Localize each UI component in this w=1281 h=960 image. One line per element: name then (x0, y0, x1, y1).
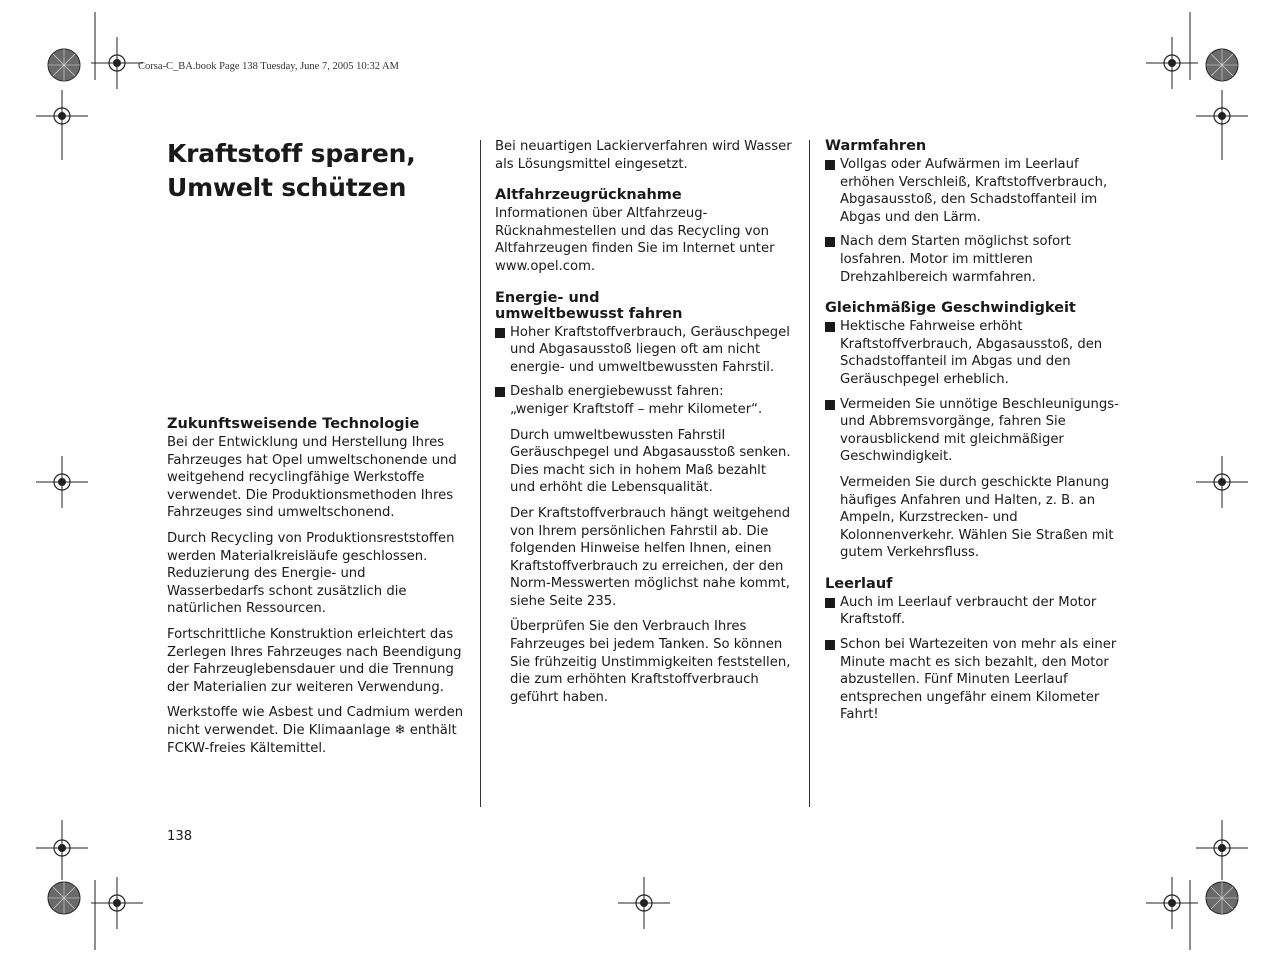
paragraph: Überprüfen Sie den Verbrauch Ihres Fahrzeuges bei jedem Tanken. So können Sie frühzeitig Unstimmigkeiten feststellen, die zum erhöhten Kraftstoffverbrauch geführt haben. (510, 619, 791, 705)
paragraph (167, 704, 467, 757)
square-bullet-icon (495, 328, 505, 338)
square-bullet-icon (825, 640, 835, 650)
square-bullet-icon (825, 400, 835, 410)
section-heading: Altfahrzeugrücknahme (495, 187, 682, 204)
paragraph: Durch umweltbewussten Fahrstil Geräuschpegel und Abgasausstoß senken. Dies macht sich in hohem Maß bezahlt und erhöht die Lebensqualität. (510, 427, 791, 496)
heading-line: Energie- und (495, 289, 600, 306)
print-slug: Corsa-C_BA.book Page 138 Tuesday, June 7, 2005 10:32 AM (138, 61, 399, 72)
paragraph-text: Werkstoffe wie Asbest und Cadmium werden nicht verwendet. Die Klimaanlage (167, 705, 464, 738)
section-heading: Zukunftsweisende Technologie (167, 416, 420, 432)
square-bullet-icon (825, 598, 835, 608)
list-item-text: Vollgas oder Aufwärmen im Leerlauf erhöhen Verschleiß, Kraftstoffverbrauch, Abgasausstoß, den Schadstoffanteil im Abgas und den Lärm. (840, 157, 1108, 225)
page-title (167, 137, 416, 205)
page-title-line: Umwelt schützen (167, 173, 407, 202)
heading-line: umweltbewusst fahren (495, 305, 683, 322)
paragraph: Informationen über Altfahrzeug-Rücknahmestellen und das Recycling von Altfahrzeugen finden Sie im Internet unter www.opel.com. (495, 206, 775, 274)
paragraph: Fortschrittliche Konstruktion erleichtert das Zerlegen Ihres Fahrzeuges nach Beendigung der Fahrzeuglebensdauer und die Trennung der Materialien zur weiteren Verwendung. (167, 626, 462, 695)
page-number: 138 (167, 829, 193, 844)
paragraph-text: enthält FCKW-freies Kältemittel. (167, 722, 457, 756)
list-item (825, 156, 1125, 226)
middle-column (495, 138, 795, 714)
list-item-text: Vermeiden Sie unnötige Beschleunigungs- und Abbremsvorgänge, fahren Sie vorausblickend mit gleichmäßiger Geschwindigkeit. (840, 396, 1119, 465)
column-divider (809, 140, 810, 807)
square-bullet-icon (825, 237, 835, 247)
paragraph: Bei der Entwicklung und Herstellung Ihres Fahrzeuges hat Opel umweltschonende und weitgehend recyclingfähige Werkstoffe verwendet. Die Produktionsmethoden Ihres Fahrzeuges sind umweltschonend. (167, 435, 457, 521)
list-item-text: Schon bei Wartezeiten von mehr als einer Minute macht es sich bezahlt, den Motor abzustellen. Fünf Minuten Leerlauf entsprechen ungefähr einem Kilometer Fahrt! (840, 637, 1117, 723)
list-item-text: Hektische Fahrweise erhöht Kraftstoffverbrauch, Abgasausstoß, den Schadstoffanteil im Abgas und den Geräuschpegel erheblich. (840, 319, 1103, 387)
paragraph: Der Kraftstoffverbrauch hängt weitgehend von Ihrem persönlichen Fahrstil ab. Die folgenden Hinweise helfen Ihnen, einen Kraftstoffverbrauch zu erreichen, der den Norm-Messwerten möglichst nahe kommt, siehe Seite 235. (510, 505, 791, 609)
list-item-text: Nach dem Starten möglichst sofort losfahren. Motor im mittleren Drehzahlbereich warmfahren. (840, 234, 1071, 285)
snowflake-icon: ❄ (394, 722, 406, 738)
section-heading: Leerlauf (825, 575, 893, 592)
list-item-text: Auch im Leerlauf verbraucht der Motor Kraftstoff. (840, 594, 1097, 628)
list-item (825, 396, 1125, 466)
paragraph: Bei neuartigen Lackierverfahren wird Wasser als Lösungsmittel eingesetzt. (495, 139, 792, 172)
column-divider (480, 140, 481, 807)
bullet-list (825, 318, 1125, 466)
list-item (825, 636, 1125, 724)
bullet-list (825, 594, 1125, 724)
list-item (825, 318, 1125, 388)
list-item-text: Deshalb energiebewusst fahren: (510, 384, 724, 400)
section-heading: Gleichmäßige Geschwindigkeit (825, 300, 1076, 317)
paragraph: Vermeiden Sie durch geschickte Planung häufiges Anfahren und Halten, z. B. an Ampeln, Kurzstrecken- und Kolonnenverkehr. Wählen Sie Straßen mit gutem Verkehrsfluss. (840, 474, 1114, 561)
list-item (825, 594, 1125, 629)
bullet-list (825, 156, 1125, 286)
section-heading: Warmfahren (825, 138, 927, 154)
quote-text: „weniger Kraftstoff – mehr Kilometer“. (510, 401, 763, 417)
bullet-list (495, 324, 795, 419)
list-item (495, 324, 795, 377)
left-column (167, 416, 467, 765)
list-item-text: Hoher Kraftstoffverbrauch, Geräuschpegel und Abgasausstoß liegen oft am nicht energie- und umweltbewussten Fahrstil. (510, 324, 790, 375)
paragraph: Durch Recycling von Produktionsreststoffen werden Materialkreisläufe geschlossen. Reduzierung des Energie- und Wasserbedarfs schont zusätzlich die natürlichen Ressourcen. (167, 530, 455, 617)
list-item (495, 383, 795, 418)
page-title-line: Kraftstoff sparen, (167, 139, 416, 168)
list-item (825, 233, 1125, 286)
square-bullet-icon (495, 387, 505, 397)
square-bullet-icon (825, 322, 835, 332)
section-heading (495, 290, 795, 322)
right-column (825, 138, 1125, 732)
square-bullet-icon (825, 160, 835, 170)
